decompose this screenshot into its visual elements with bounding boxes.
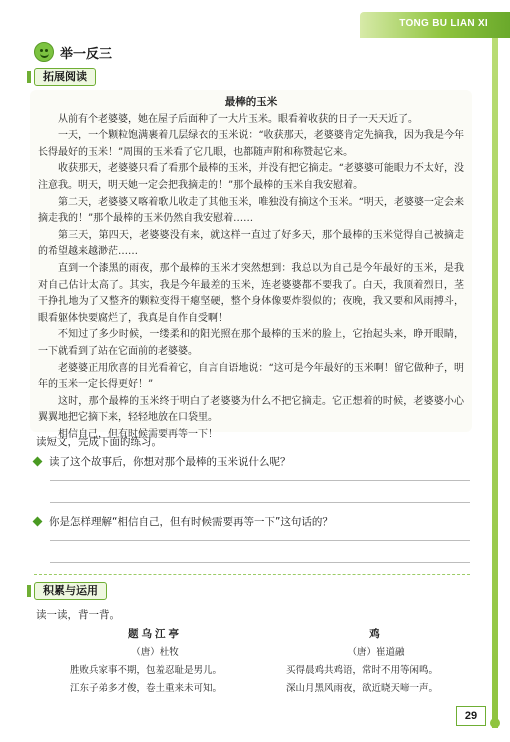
passage-paragraph: 从前有个老婆婆，她在屋子后面种了一大片玉米。眼看着收获的日子一天天近了。: [58, 113, 418, 125]
answer-line[interactable]: [50, 480, 470, 481]
poem-line: 胜败兵家事不期，包羞忍耻是男儿。: [70, 665, 223, 676]
poem-2: [286, 626, 466, 694]
poem-title: 题乌江亭: [128, 628, 182, 640]
reading-tag: 拓展阅读: [34, 68, 96, 86]
passage-paragraph: 相信自己，但有时候需要再等一下！: [58, 428, 218, 440]
section-header: [34, 42, 112, 62]
poem-line: 买得晨鸡共鸡语，常时不用等闲鸣。: [286, 665, 439, 676]
banner-text: TONG BU LIAN XI: [399, 18, 488, 29]
poem-author: （唐）杜牧: [131, 647, 179, 658]
passage-paragraph: 不知过了多少时候，一缕柔和的阳光照在那个最棒的玉米的脸上，它抬起头来，睁开眼睛，一下就看到了站在它面前的老婆婆。: [38, 329, 464, 357]
passage-paragraph: 老婆婆正用欣喜的目光看着它，自言自语地说：“这可是今年最好的玉米啊！留它做种子，明年的玉米一定长得更好！”: [38, 362, 464, 391]
passage-paragraph: 直到一个漆黑的雨夜，那个最棒的玉米才突然想到：我总以为自己是今年最好的玉米，是我对自己估计太高了。其实，我是今年最差的玉米，连老婆婆都不要我了。白天，我顶着烈日，茎干挣扎地为了又整齐的颗粒变得干瘪坚硬，整个身体像要炸裂似的；夜晚，我又要和风雨搏斗，眼看躯体快要腐烂了，我真是自作自受啊！: [38, 262, 464, 324]
poem-line: 深山月黑风雨夜，欲近晓天啼一声。: [286, 683, 439, 694]
answer-line[interactable]: [50, 562, 470, 563]
side-rail: [492, 38, 498, 728]
section-title: 举一反三: [60, 46, 113, 62]
section-divider: [34, 574, 470, 575]
poem-author: （唐）崔道融: [347, 647, 405, 658]
diamond-bullet-icon: [33, 517, 43, 527]
reading-passage: [30, 90, 472, 440]
passage-paragraph: 第二天，老婆婆又喀着歌儿收走了其他玉米，唯独没有摘这个玉米。“明天，老婆婆一定会来摘走我的！”那个最棒的玉米仍然自我安慰着……: [38, 196, 464, 225]
passage-title: 最棒的玉米: [224, 96, 278, 108]
passage-paragraph: 第三天，第四天，老婆婆没有来，就这样一直过了好多天，那个最棒的玉米觉得自己被摘走的希望越来越渺茫……: [38, 229, 464, 258]
question-1: [34, 454, 291, 469]
poem-1: [70, 626, 240, 694]
passage-paragraph: 一天，一个颗粒饱满裹着几层绿衣的玉米说：“收获那天，老婆婆肯定先摘我，因为我是今年长得最好的玉米！”周围的玉米看了它几眼，也都随声附和称赞起它来。: [38, 130, 464, 158]
series-banner: [360, 12, 510, 38]
question-2: [34, 514, 333, 529]
page-number: 29: [456, 706, 486, 726]
diamond-bullet-icon: [33, 457, 43, 467]
exercise-instruction: 读短文，完成下面的练习。: [36, 436, 162, 448]
passage-paragraph: 这时，那个最棒的玉米终于明白了老婆婆为什么不把它摘走。它正想着的时候，老婆婆小心翼翼地把它摘下来，轻轻地放在口袋里。: [38, 395, 464, 424]
recite-heading: 读一读，背一背。: [36, 609, 120, 621]
question-text: 读了这个故事后，你想对那个最棒的玉米说什么呢？: [49, 456, 291, 468]
question-text: 你是怎样理解“相信自己，但有时候需要再等一下”这句话的？: [49, 516, 333, 528]
poem-line: 江东子弟多才俊，卷土重来未可知。: [70, 683, 223, 694]
answer-line[interactable]: [50, 540, 470, 541]
leaf-icon: [490, 718, 500, 728]
answer-line[interactable]: [50, 502, 470, 503]
poem-title: 鸡: [369, 628, 383, 640]
passage-paragraph: 收获那天，老婆婆只看了看那个最棒的玉米，并没有把它摘走。“老婆婆可能眼力不太好，没注意我。明天，明天她一定会把我摘走的！”那个最棒的玉米自我安慰着。: [38, 163, 464, 191]
accumulate-tag: 积累与运用: [34, 582, 107, 600]
smiley-icon: [34, 42, 54, 62]
